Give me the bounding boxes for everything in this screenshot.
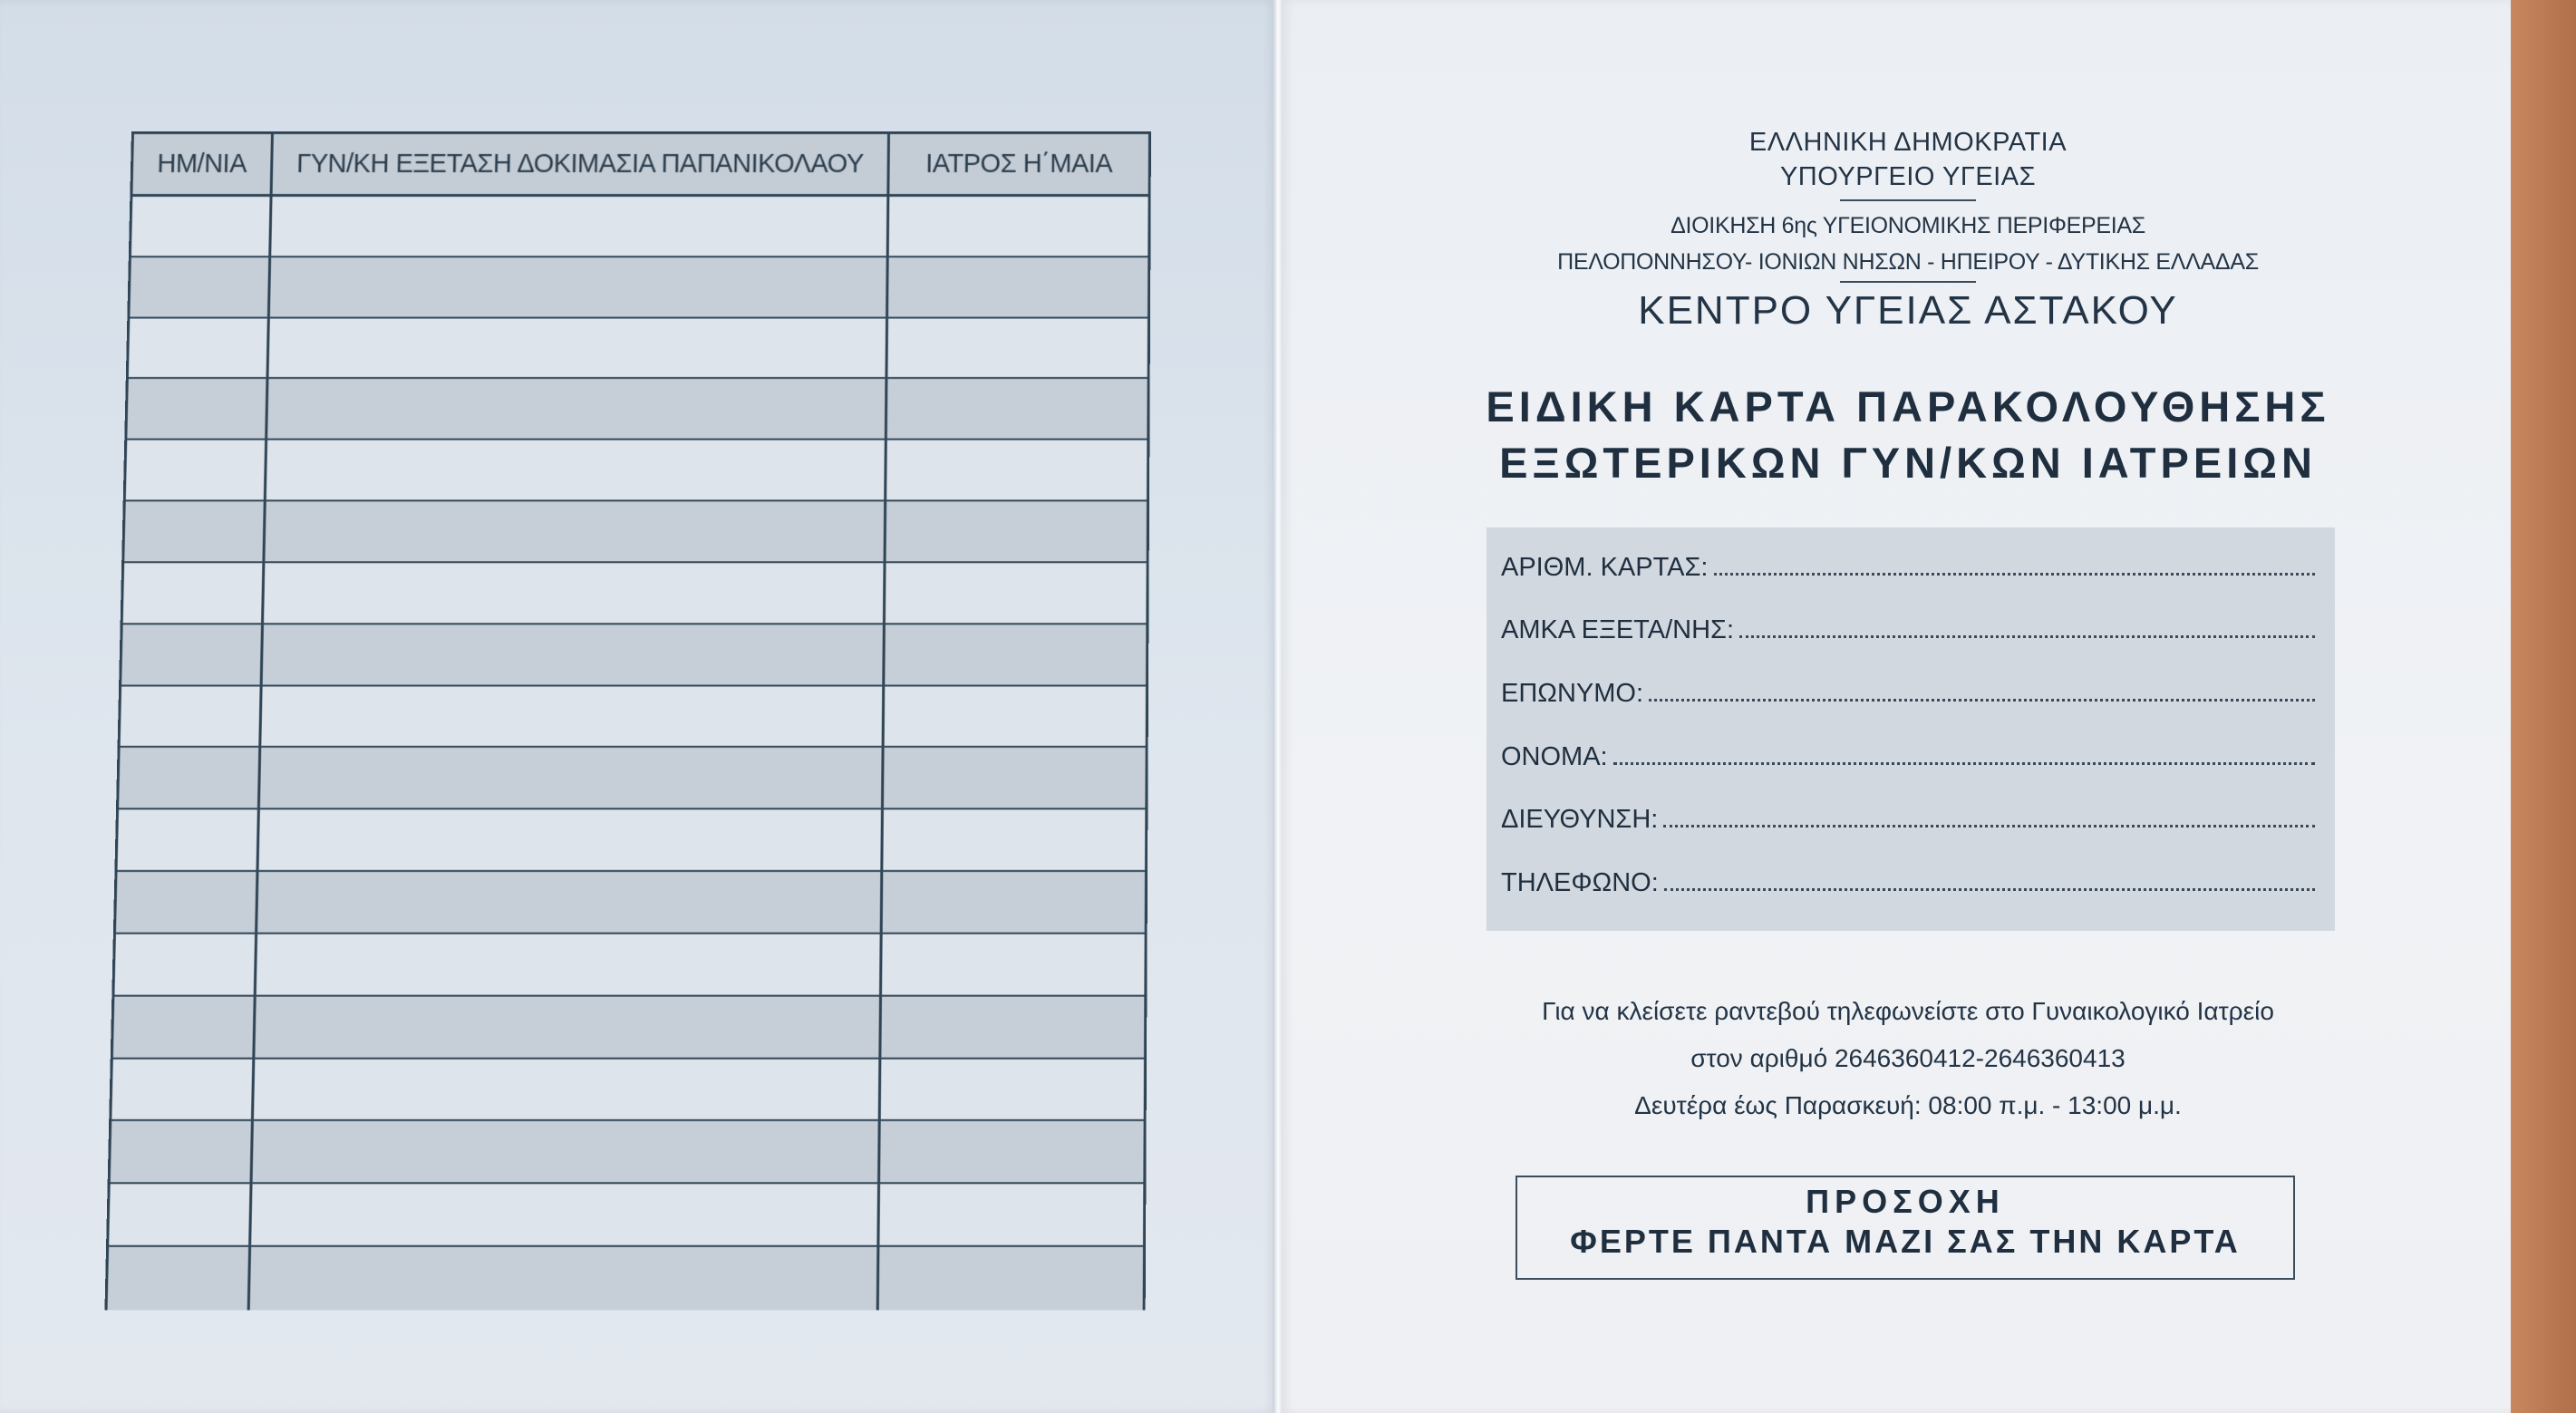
- table-header-row: [132, 134, 1148, 197]
- table-row: [124, 502, 1147, 564]
- field-label: ΑΡΙΘΜ. ΚΑΡΤΑΣ:: [1501, 553, 1709, 582]
- address-field[interactable]: [1501, 805, 2315, 835]
- appointment-info: [1323, 988, 2493, 1129]
- dotted-fill-line: [1739, 634, 2315, 638]
- date-cell[interactable]: [131, 197, 273, 256]
- table-row: [126, 440, 1148, 502]
- regions-name: ΠΕΛΟΠΟΝΝΗΣΟΥ- ΙΟΝΙΩΝ ΝΗΣΩΝ - ΗΠΕΙΡΟΥ - ΔΥΤΙΚΗΣ ΕΛΛΑΔΑΣ: [1557, 249, 2259, 275]
- table-row: [123, 563, 1147, 624]
- date-cell[interactable]: [121, 624, 264, 684]
- date-cell[interactable]: [127, 380, 268, 439]
- exam-cell[interactable]: [255, 996, 882, 1057]
- dotted-fill-line: [1663, 824, 2315, 827]
- doctor-cell[interactable]: [886, 440, 1147, 500]
- doctor-cell[interactable]: [883, 810, 1145, 870]
- table-row: [119, 748, 1146, 809]
- patient-details-box: [1487, 527, 2335, 931]
- exam-cell[interactable]: [267, 380, 887, 439]
- doctor-cell[interactable]: [885, 686, 1146, 746]
- field-label: ΑΜΚΑ ΕΞΕΤΑ/ΝΗΣ:: [1501, 615, 1735, 644]
- doctor-cell[interactable]: [889, 197, 1148, 256]
- doctor-cell[interactable]: [885, 624, 1146, 684]
- notice-box: [1516, 1176, 2295, 1280]
- doctor-cell[interactable]: [880, 1121, 1144, 1182]
- date-cell[interactable]: [108, 1247, 252, 1310]
- ministry-name: ΥΠΟΥΡΓΕΙΟ ΥΓΕΙΑΣ: [1779, 162, 2037, 191]
- exam-cell[interactable]: [254, 1059, 881, 1119]
- doctor-cell[interactable]: [887, 380, 1148, 439]
- issuer-header: [1323, 125, 2493, 334]
- field-label: ΟΝΟΜΑ:: [1501, 742, 1608, 771]
- doctor-cell[interactable]: [883, 872, 1145, 933]
- card-number-field[interactable]: [1501, 553, 2315, 583]
- exam-cell[interactable]: [257, 934, 883, 995]
- appointment-line-1: Για να κλείσετε ραντεβού τηλεφωνείστε στο Γυναικολογικό Ιατρείο: [1542, 997, 2274, 1025]
- doctor-cell[interactable]: [881, 996, 1144, 1057]
- date-cell[interactable]: [113, 996, 257, 1057]
- table-row: [111, 1121, 1144, 1184]
- field-label: ΕΠΩΝΥΜΟ:: [1501, 679, 1644, 708]
- exam-cell[interactable]: [263, 624, 886, 684]
- dotted-fill-line: [1613, 761, 2315, 765]
- doctor-cell[interactable]: [879, 1247, 1143, 1310]
- table-row: [129, 318, 1148, 379]
- date-cell[interactable]: [121, 686, 263, 746]
- doctor-cell[interactable]: [879, 1185, 1143, 1245]
- doctor-cell[interactable]: [886, 502, 1147, 562]
- card-title-line2: ΕΞΩΤΕΡΙΚΩΝ ΓΥΝ/ΚΩΝ ΙΑΤΡΕΙΩΝ: [1499, 439, 2317, 487]
- date-cell[interactable]: [130, 257, 271, 316]
- field-label: ΔΙΕΥΘΥΝΣΗ:: [1501, 805, 1659, 834]
- date-cell[interactable]: [118, 810, 260, 870]
- exam-cell[interactable]: [251, 1185, 880, 1245]
- exam-cell[interactable]: [260, 748, 885, 808]
- surname-field[interactable]: [1501, 679, 2315, 709]
- exam-cell[interactable]: [270, 257, 889, 316]
- first-name-field[interactable]: [1501, 742, 2315, 772]
- exam-cell[interactable]: [261, 686, 885, 746]
- table-row: [111, 1059, 1144, 1121]
- doctor-cell[interactable]: [886, 563, 1147, 623]
- date-cell[interactable]: [124, 502, 266, 562]
- exam-cell[interactable]: [266, 440, 887, 500]
- dotted-fill-line: [1714, 572, 2316, 576]
- date-cell[interactable]: [126, 440, 267, 500]
- doctor-cell[interactable]: [882, 934, 1145, 995]
- table-body: [108, 197, 1148, 1307]
- date-cell[interactable]: [114, 934, 257, 995]
- table-row: [131, 197, 1148, 257]
- exam-cell[interactable]: [269, 318, 889, 377]
- header-divider: [1840, 281, 1976, 283]
- table-row: [109, 1185, 1143, 1247]
- phone-field[interactable]: [1501, 868, 2315, 898]
- date-cell[interactable]: [123, 563, 266, 623]
- exam-cell[interactable]: [259, 810, 884, 870]
- exam-cell[interactable]: [265, 502, 886, 562]
- exam-cell[interactable]: [253, 1121, 881, 1182]
- column-header-doctor: ΙΑΤΡΟΣ Η΄ΜΑΙΑ: [925, 149, 1113, 179]
- table-row: [127, 380, 1147, 440]
- health-centre-name: ΚΕΝΤΡΟ ΥΓΕΙΑΣ ΑΣΤΑΚΟΥ: [1638, 288, 2178, 333]
- table-row: [121, 686, 1146, 748]
- column-header-date: ΗΜ/ΝΙΑ: [132, 134, 274, 194]
- table-row: [114, 934, 1144, 997]
- republic-name: ΕΛΛΗΝΙΚΗ ΔΗΜΟΚΡΑΤΙΑ: [1748, 128, 2068, 157]
- table-row: [113, 996, 1145, 1059]
- column-header-exam: ΓΥΝ/ΚΗ ΕΞΕΤΑΣΗ ΔΟΚΙΜΑΣΙΑ ΠΑΠΑΝΙΚΟΛΑΟΥ: [273, 134, 890, 194]
- date-cell[interactable]: [116, 872, 259, 933]
- table-surface: [2511, 0, 2576, 1413]
- date-cell[interactable]: [119, 748, 261, 808]
- dotted-fill-line: [1649, 698, 2315, 702]
- table-row: [116, 872, 1145, 934]
- doctor-cell[interactable]: [887, 318, 1148, 377]
- table-row: [130, 257, 1148, 318]
- exam-cell[interactable]: [271, 197, 889, 256]
- field-label: ΤΗΛΕΦΩΝΟ:: [1501, 868, 1659, 897]
- dotted-fill-line: [1664, 887, 2315, 891]
- appointment-hours: Δευτέρα έως Παρασκευή: 08:00 π.μ. - 13:00 μ.μ.: [1634, 1091, 2182, 1119]
- exam-cell[interactable]: [257, 872, 883, 933]
- table-row: [117, 810, 1145, 872]
- administration-name: ΔΙΟΙΚΗΣΗ 6ης ΥΓΕΙΟΝΟΜΙΚΗΣ ΠΕΡΙΦΕΡΕΙΑΣ: [1671, 213, 2145, 238]
- date-cell[interactable]: [111, 1121, 254, 1182]
- notice-title: ΠΡΟΣΟΧΗ: [1806, 1183, 2005, 1220]
- exam-cell[interactable]: [264, 563, 886, 623]
- amka-field[interactable]: [1501, 615, 2315, 645]
- doctor-cell[interactable]: [884, 748, 1146, 808]
- header-divider: [1840, 199, 1976, 201]
- doctor-cell[interactable]: [881, 1059, 1144, 1119]
- exam-cell[interactable]: [250, 1247, 880, 1310]
- card-title-line1: ΕΙΔΙΚΗ ΚΑΡΤΑ ΠΑΡΑΚΟΛΟΥΘΗΣΗΣ: [1486, 382, 2330, 431]
- exam-log-table: [104, 131, 1151, 1311]
- date-cell[interactable]: [111, 1059, 255, 1119]
- table-row: [121, 624, 1146, 686]
- date-cell[interactable]: [109, 1185, 252, 1245]
- notice-text: ΦΕΡΤΕ ΠΑΝΤΑ ΜΑΖΙ ΣΑΣ ΤΗΝ ΚΑΡΤΑ: [1570, 1223, 2241, 1260]
- doctor-cell[interactable]: [888, 257, 1148, 316]
- appointment-phone: στον αριθμό 2646360412-2646360413: [1690, 1044, 2126, 1072]
- date-cell[interactable]: [129, 318, 270, 377]
- card-title: [1323, 379, 2493, 491]
- table-row: [108, 1247, 1143, 1310]
